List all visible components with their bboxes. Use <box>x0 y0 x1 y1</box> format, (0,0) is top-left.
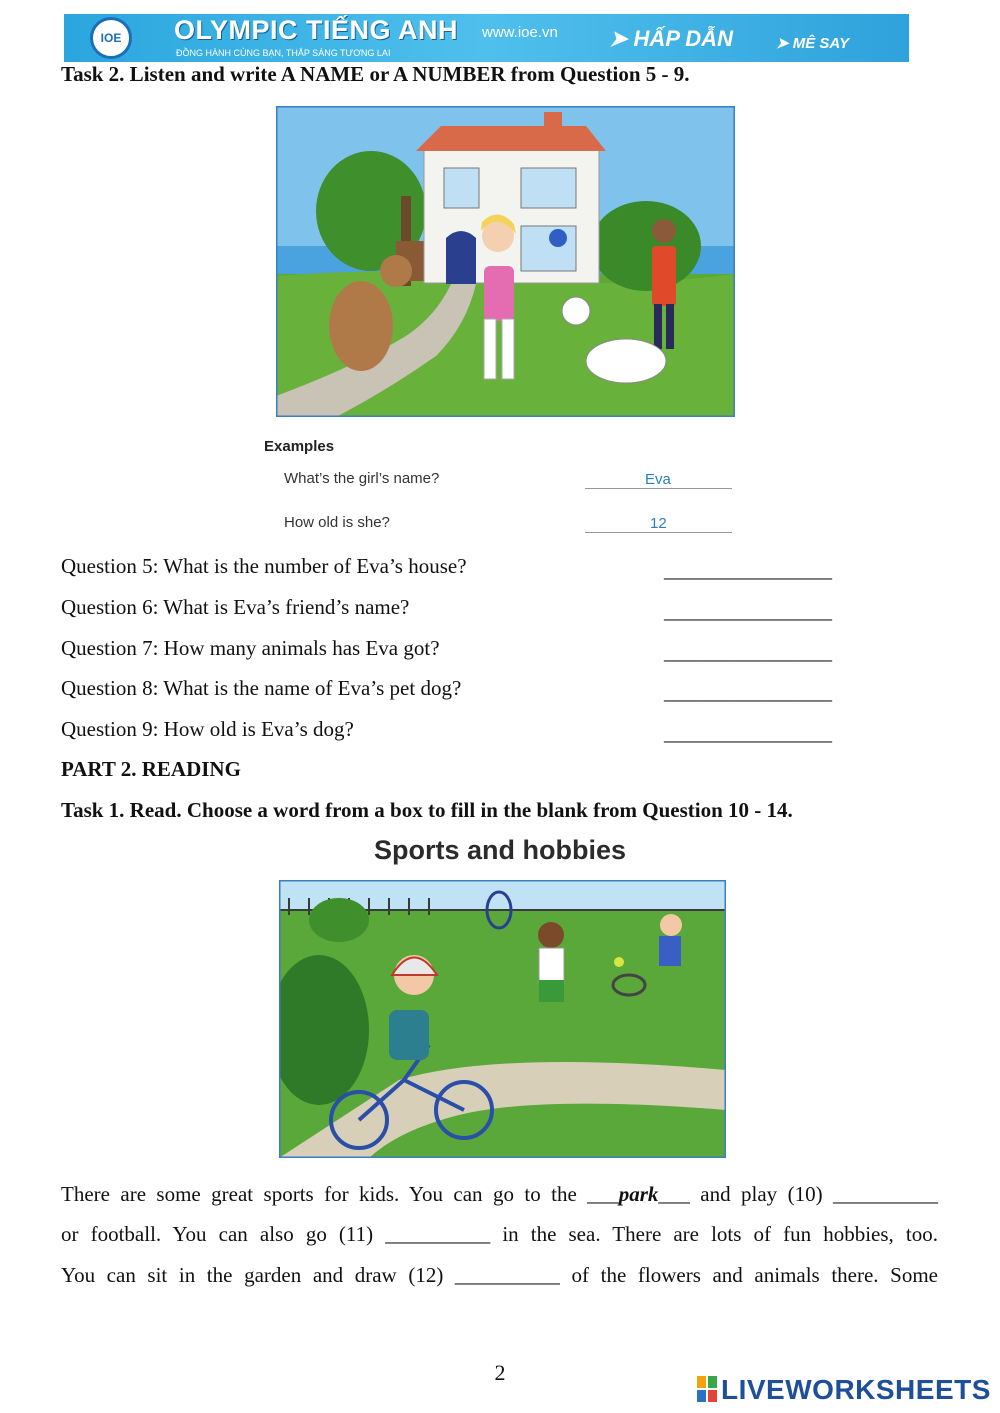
question-6: Question 6: What is Eva’s friend’s name? <box>61 595 410 619</box>
reading-paragraph-line-1: There are some great sports for kids. You can go to the ___park___ and play (10) __________ <box>61 1182 938 1206</box>
question-8: Question 8: What is the name of Eva’s pet dog? <box>61 676 462 700</box>
examples-label: Examples <box>264 438 335 455</box>
tree-right <box>591 201 701 291</box>
house-scene-picture <box>276 106 735 417</box>
answer-blank-6[interactable]: ________________ <box>664 599 832 623</box>
reading-paragraph-line-2: or football. You can also go (11) __________ in the sea. There are lots of fun hobbies, too. <box>61 1222 938 1246</box>
example-question-1: What’s the girl’s name? <box>284 470 440 487</box>
sports-scene-picture <box>279 880 726 1158</box>
example-word-park: park <box>618 1182 659 1206</box>
example-answer-line-1 <box>585 488 732 489</box>
door <box>446 231 476 284</box>
question-5: Question 5: What is the number of Eva’s house? <box>61 554 467 578</box>
example-answer-2: 12 <box>650 515 667 532</box>
answer-blank-7[interactable]: ________________ <box>664 640 832 664</box>
answer-blank-8[interactable]: ________________ <box>664 680 832 704</box>
banner-slogan-2: ➤ MÊ SAY <box>776 35 850 52</box>
page-number: 2 <box>494 1360 506 1385</box>
example-answer-1: Eva <box>645 471 671 488</box>
reading-paragraph-line-3: You can sit in the garden and draw (12) __________ of the flowers and animals there. Some <box>61 1263 938 1287</box>
banner-url: www.ioe.vn <box>482 24 558 41</box>
picture-title: Sports and hobbies <box>373 835 627 865</box>
part2-heading: PART 2. READING <box>61 757 241 781</box>
tree <box>309 898 369 942</box>
banner-slogan-1: ➤ HẤP DẪN <box>609 26 733 51</box>
task2-heading: Task 2. Listen and write A NAME or A NUMBER from Question 5 - 9. <box>61 62 690 86</box>
banner-tagline: ĐỒNG HÀNH CÙNG BẠN, THẮP SÁNG TƯƠNG LAI <box>176 48 391 58</box>
roof <box>416 126 606 151</box>
liveworksheets-icon <box>697 1376 719 1402</box>
example-question-2: How old is she? <box>284 514 390 531</box>
answer-blank-5[interactable]: ________________ <box>664 558 832 582</box>
reading-task1-heading: Task 1. Read. Choose a word from a box to fill in the blank from Question 10 - 14. <box>61 798 793 822</box>
header-banner <box>64 14 909 62</box>
answer-blank-9[interactable]: ________________ <box>664 721 832 745</box>
liveworksheets-logo: LIVEWORKSHEETS <box>697 1374 991 1406</box>
question-7: Question 7: How many animals has Eva got? <box>61 636 440 660</box>
banner-title: OLYMPIC TIẾNG ANH <box>174 15 459 45</box>
question-9: Question 9: How old is Eva’s dog? <box>61 717 354 741</box>
ioe-logo: IOE <box>90 17 132 59</box>
example-answer-line-2 <box>585 532 732 533</box>
